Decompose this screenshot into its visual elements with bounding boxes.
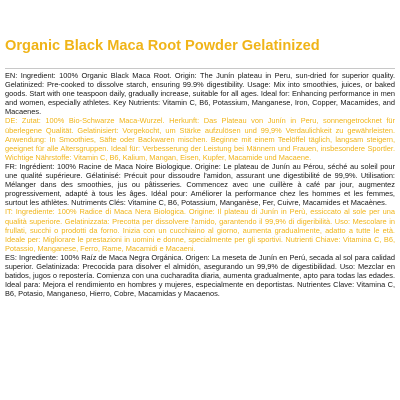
description-spanish: ES: Ingrediente: 100% Raíz de Maca Negra Orgánica. Origen: La meseta de Junín en Perú, secada al sol para calidad superior. Gelatinizada: Precocida para disolver el almidón, asegurando un 99,9% de digestibilidad. Uso: Mezclar en batidos, jugos o repostería. Comienza con una cucharadita diaria, aumenta gradualmente, apto para todas las edades. Ideal para: Mejora el rendimiento en hombres y mujeres, especialmente en deportistas. Nutrientes Clave: Vitamina C, B6, Potasio, Manganeso, Hierro, Cobre, Macamidas y Macaenos. bbox=[5, 252, 395, 299]
description-french: FR: Ingrédient: 100% Racine de Maca Noire Biologique. Origine: Le plateau de Junín au Pérou, séché au soleil pour une qualité supérieure. Gélatinisé: Précuit pour dissoudre l'amidon, assurant une digestibilité de 99,9%. Utilisation: Mélanger dans des smoothies, jus ou pâtisseries. Commencez avec une cuillère à café par jour, augmentez progressivement, adapté à tous les âges. Idéal pour: Améliorer la performance chez les hommes et les femmes, surtout les athlètes. Nutriments Clés: Vitamine C, B6, Potassium, Manganèse, Fer, Cuivre, Macamides et Macaènes. bbox=[5, 161, 395, 208]
product-title: Organic Black Maca Root Powder Gelatinized bbox=[5, 38, 320, 54]
title-divider bbox=[5, 68, 395, 69]
description-german: DE: Zutat: 100% Bio-Schwarze Maca-Wurzel. Herkunft: Das Plateau von Junín in Peru, sonnengetrocknet für überlegene Qualität. Gelatinisiert: Vorgekocht, um Stärke aufzulösen und 99,9% Verdaulichkeit zu gewährleisten. Anwendung: In Smoothies, Säfte oder Backwaren mischen. Beginne mit einem Teelöffel täglich, langsam steigern, geeignet für alle Altersgruppen. Ideal für: Verbesserung der Leistung bei Männern und Frauen, insbesondere Sportler. Wichtige Nährstoffe: Vitamin C, B6, Kalium, Mangan, Eisen, Kupfer, Macamide und Macaene. bbox=[5, 116, 395, 162]
description-english: EN: Ingredient: 100% Organic Black Maca Root. Origin: The Junín plateau in Peru, sun-dried for superior quality. Gelatinized: Pre-cooked to dissolve starch, ensuring 99.9% digestibility. Usage: Mix into smoothies, juices, or baked goods. Start with one teaspoon daily, gradually increase, suitable for all ages. Ideal for: Enhancing performance in men and women, especially athletes. Key Nutrients: Vitamin C, B6, Potassium, Manganese, Iron, Copper, Macamides, and Macaenes. bbox=[5, 71, 395, 117]
description-body bbox=[5, 71, 395, 298]
description-italian: IT: Ingrediente: 100% Radice di Maca Nera Biologica. Origine: Il plateau di Junín in Perù, essiccato al sole per una qualità superiore. Gelatinizzata: Precotta per dissolvere l'amido, garantendo il 99,9% di digeribilità. Uso: Mescolare in frullati, succhi o prodotti da forno. Inizia con un cucchiaino al giorno, aumenta gradualmente, adatto a tutte le età. Ideale per: Migliorare le prestazioni in uomini e donne, specialmente per gli sportivi. Nutrienti Chiave: Vitamina C, B6, Potassio, Manganese, Ferro, Rame, Macamidi e Macaeni. bbox=[5, 207, 395, 253]
